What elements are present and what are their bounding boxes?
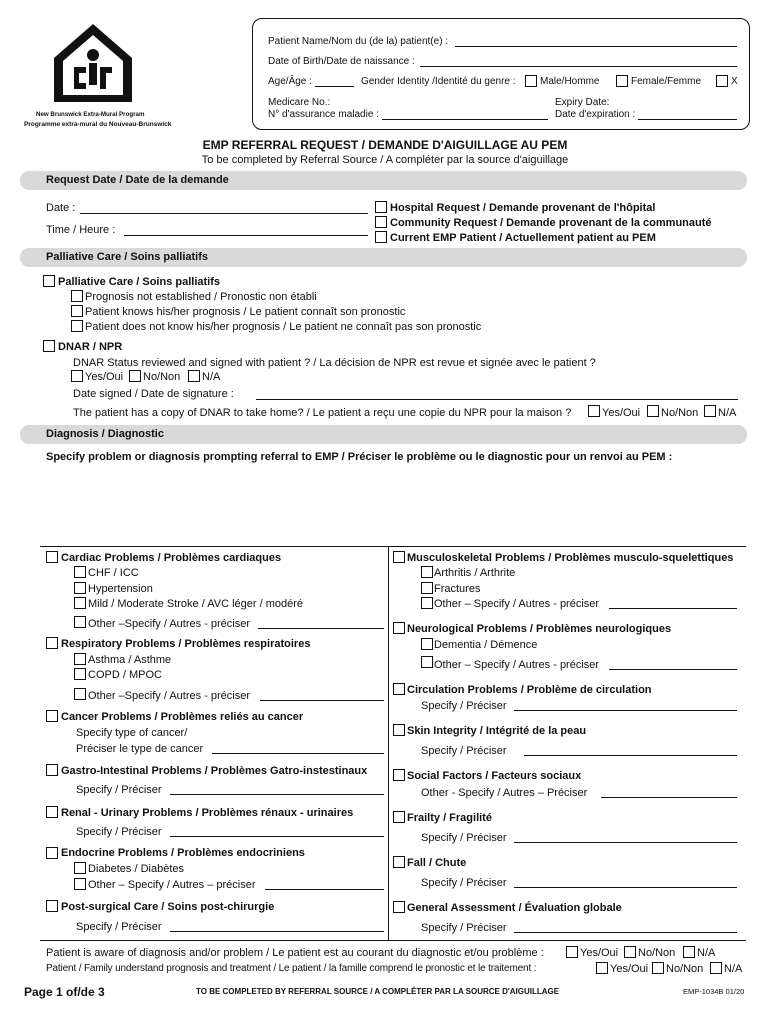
frailty-specify-field[interactable] — [514, 842, 737, 843]
page-subtitle: To be completed by Referral Source / A compléter par la source d'aiguillage — [201, 154, 569, 166]
neuro-label: Neurological Problems / Problèmes neurologiques — [407, 623, 672, 635]
dementia-label: Dementia / Démence — [434, 639, 538, 651]
post-surgical-checkbox[interactable] — [46, 900, 58, 912]
frailty-label: Frailty / Fragilité — [407, 812, 492, 824]
aware-no-checkbox[interactable] — [624, 946, 636, 958]
org-name-en: New Brunswick Extra-Mural Program — [36, 111, 145, 118]
skin-specify-field[interactable] — [524, 755, 737, 756]
dnar-yes-checkbox[interactable] — [71, 370, 83, 382]
gi-label: Gastro-Intestinal Problems / Problèmes Gatro-instestinaux — [61, 765, 368, 777]
frailty-checkbox[interactable] — [393, 811, 405, 823]
post-surgical-specify-field[interactable] — [170, 931, 384, 932]
copy-no-label: No/Non — [661, 407, 699, 419]
form-code: EMP-1034B 01/20 — [683, 987, 745, 996]
cancer-label: Cancer Problems / Problèmes reliés au cancer — [61, 711, 304, 723]
cardiac-other-label: Other –Specify / Autres - préciser — [88, 618, 251, 630]
dnar-label: DNAR / NPR — [58, 341, 123, 353]
asthma-checkbox[interactable] — [74, 653, 86, 665]
social-other-label: Other - Specify / Autres – Préciser — [421, 787, 588, 799]
time-field[interactable] — [124, 235, 368, 236]
hospital-request-checkbox[interactable] — [375, 201, 387, 213]
page-number: Page 1 of/de 3 — [24, 985, 105, 999]
understand-question: Patient / Family understand prognosis and treatment / Le patient / la famille comprend le pronostic et le traitement : — [46, 963, 537, 974]
dementia-checkbox[interactable] — [421, 638, 433, 650]
male-checkbox[interactable] — [525, 75, 537, 87]
copd-label: COPD / MPOC — [88, 669, 162, 681]
neuro-other-label: Other – Specify / Autres - préciser — [434, 659, 600, 671]
understand-no-checkbox[interactable] — [652, 962, 664, 974]
palliative-care-checkbox[interactable] — [43, 275, 55, 287]
copy-no-checkbox[interactable] — [647, 405, 659, 417]
renal-specify-label: Specify / Préciser — [76, 826, 162, 838]
date-signed-label: Date signed / Date de signature : — [73, 388, 234, 400]
fall-checkbox[interactable] — [393, 856, 405, 868]
aware-yes-label: Yes/Oui — [580, 947, 619, 959]
circulation-label: Circulation Problems / Problème de circulation — [407, 684, 652, 696]
palliative-band — [20, 248, 747, 267]
gi-checkbox[interactable] — [46, 764, 58, 776]
dnar-no-label: No/Non — [143, 371, 181, 383]
respiratory-checkbox[interactable] — [46, 637, 58, 649]
current-emp-patient-label: Current EMP Patient / Actuellement patient au PEM — [390, 232, 656, 244]
date-label: Date : — [46, 202, 76, 214]
copy-na-label: N/A — [718, 407, 737, 419]
resp-other-label: Other –Specify / Autres - préciser — [88, 690, 251, 702]
general-assessment-label: General Assessment / Évaluation globale — [407, 902, 622, 914]
patient-not-know-prognosis-checkbox[interactable] — [71, 320, 83, 332]
page-title: EMP REFERRAL REQUEST / DEMANDE D'AIGUILLAGE AU PEM — [202, 138, 568, 152]
neuro-other-field[interactable] — [609, 669, 737, 670]
expiry-label: Expiry Date: — [555, 97, 610, 108]
x-gender-checkbox[interactable] — [716, 75, 728, 87]
general-specify-field[interactable] — [514, 932, 737, 933]
female-checkbox[interactable] — [616, 75, 628, 87]
endo-other-checkbox[interactable] — [74, 878, 86, 890]
diagnosis-text-area[interactable] — [46, 468, 736, 544]
skin-specify-label: Specify / Préciser — [421, 745, 507, 757]
fall-specify-label: Specify / Préciser — [421, 877, 507, 889]
fall-label: Fall / Chute — [407, 857, 467, 869]
dob-label: Date of Birth/Date de naissance : — [268, 56, 415, 67]
post-surgical-label: Post-surgical Care / Soins post-chirurgie — [61, 901, 275, 913]
understand-na-label: N/A — [724, 963, 743, 975]
female-label: Female/Femme — [631, 76, 702, 87]
cancer-checkbox[interactable] — [46, 710, 58, 722]
hypertension-checkbox[interactable] — [74, 582, 86, 594]
expiry-label-fr: Date d'expiration : — [555, 109, 636, 120]
prognosis-not-established-label: Prognosis not established / Pronostic non établi — [85, 291, 317, 303]
patient-not-know-prognosis-label: Patient does not know his/her prognosis / Le patient ne connaît pas son pronostic — [85, 321, 482, 333]
social-other-field[interactable] — [601, 797, 737, 798]
social-checkbox[interactable] — [393, 769, 405, 781]
request-date-header: Request Date / Date de la demande — [46, 174, 229, 186]
age-label: Age/Âge : — [268, 76, 312, 87]
time-label: Time / Heure : — [46, 224, 116, 236]
male-label: Male/Homme — [540, 76, 600, 87]
date-field[interactable] — [80, 213, 368, 214]
fractures-label: Fractures — [434, 583, 481, 595]
frailty-specify-label: Specify / Préciser — [421, 832, 507, 844]
dnar-copy-question: The patient has a copy of DNAR to take home? / Le patient a reçu une copie du NPR pour la maison ? — [73, 407, 572, 419]
dnar-no-checkbox[interactable] — [129, 370, 141, 382]
diabetes-label: Diabetes / Diabètes — [88, 863, 184, 875]
diagnosis-specify-label: Specify problem or diagnosis prompting referral to EMP / Préciser le problème ou le diagnostic pour un renvoi au PEM : — [46, 451, 673, 463]
footer-instruction: TO BE COMPLETED BY REFERRAL SOURCE / A COMPLÉTER PAR LA SOURCE D'AIGUILLAGE — [196, 987, 560, 996]
medicare-field[interactable] — [382, 119, 548, 120]
general-specify-label: Specify / Préciser — [421, 922, 507, 934]
neuro-other-checkbox[interactable] — [421, 656, 433, 668]
palliative-care-label: Palliative Care / Soins palliatifs — [58, 276, 221, 288]
gender-label: Gender Identity /Identité du genre : — [361, 76, 516, 87]
understand-na-checkbox[interactable] — [710, 962, 722, 974]
cancer-type-label: Specify type of cancer/ — [76, 727, 188, 739]
cardiac-other-field[interactable] — [258, 628, 384, 629]
fractures-checkbox[interactable] — [421, 582, 433, 594]
patient-name-label: Patient Name/Nom du (de la) patient(e) : — [268, 36, 449, 47]
dnar-yes-label: Yes/Oui — [85, 371, 124, 383]
current-emp-patient-checkbox[interactable] — [375, 231, 387, 243]
copy-yes-label: Yes/Oui — [602, 407, 641, 419]
diagnosis-bottom-rule — [40, 940, 746, 941]
circulation-specify-field[interactable] — [514, 710, 737, 711]
respiratory-label: Respiratory Problems / Problèmes respiratoires — [61, 638, 311, 650]
emp-house-logo-icon — [52, 22, 134, 104]
aware-na-checkbox[interactable] — [683, 946, 695, 958]
dnar-question: DNAR Status reviewed and signed with patient ? / La décision de NPR est revue et signée avec le patient ? — [73, 357, 596, 369]
general-assessment-checkbox[interactable] — [393, 901, 405, 913]
understand-yes-checkbox[interactable] — [596, 962, 608, 974]
resp-other-field[interactable] — [260, 700, 384, 701]
stroke-checkbox[interactable] — [74, 597, 86, 609]
endocrine-checkbox[interactable] — [46, 847, 58, 859]
aware-yes-checkbox[interactable] — [566, 946, 578, 958]
palliative-header: Palliative Care / Soins palliatifs — [46, 251, 209, 263]
aware-question: Patient is aware of diagnosis and/or problem / Le patient est au courant du diagnostic et/ou problème : — [46, 947, 544, 959]
dob-field[interactable] — [420, 66, 737, 67]
request-date-band — [20, 171, 747, 190]
arthritis-label: Arthritis / Arthrite — [434, 567, 516, 579]
endo-other-label: Other – Specify / Autres – préciser — [88, 879, 256, 891]
copd-checkbox[interactable] — [74, 668, 86, 680]
msk-other-field[interactable] — [609, 608, 737, 609]
dnar-na-label: N/A — [202, 371, 221, 383]
copy-na-checkbox[interactable] — [704, 405, 716, 417]
dnar-na-checkbox[interactable] — [188, 370, 200, 382]
patient-knows-prognosis-checkbox[interactable] — [71, 305, 83, 317]
patient-knows-prognosis-label: Patient knows his/her prognosis / Le patient connaît son pronostic — [85, 306, 406, 318]
cancer-type-label-fr: Préciser le type de cancer — [76, 743, 204, 755]
renal-specify-field[interactable] — [170, 836, 384, 837]
cardiac-other-checkbox[interactable] — [74, 616, 86, 628]
diagnosis-header: Diagnosis / Diagnostic — [46, 428, 164, 440]
x-gender-label: X — [731, 76, 738, 87]
community-request-checkbox[interactable] — [375, 216, 387, 228]
diagnosis-top-rule — [40, 546, 746, 547]
age-field[interactable] — [315, 86, 354, 87]
diagnosis-band — [20, 425, 747, 444]
diagnosis-column-divider — [388, 546, 389, 940]
msk-other-label: Other – Specify / Autres - préciser — [434, 598, 600, 610]
msk-label: Musculoskeletal Problems / Problèmes musculo-squelettiques — [407, 552, 734, 564]
prognosis-not-established-checkbox[interactable] — [71, 290, 83, 302]
hospital-request-label: Hospital Request / Demande provenant de l'hôpital — [390, 202, 656, 214]
hypertension-label: Hypertension — [88, 583, 153, 595]
patient-name-field[interactable] — [455, 46, 737, 47]
aware-no-label: No/Non — [638, 947, 676, 959]
fall-specify-field[interactable] — [514, 887, 737, 888]
msk-checkbox[interactable] — [393, 551, 405, 563]
copy-yes-checkbox[interactable] — [588, 405, 600, 417]
date-signed-field[interactable] — [256, 399, 738, 400]
social-label: Social Factors / Facteurs sociaux — [407, 770, 582, 782]
skin-label: Skin Integrity / Intégrité de la peau — [407, 725, 587, 737]
neuro-checkbox[interactable] — [393, 622, 405, 634]
dnar-checkbox[interactable] — [43, 340, 55, 352]
understand-yes-label: Yes/Oui — [610, 963, 649, 975]
gi-specify-field[interactable] — [170, 794, 384, 795]
asthma-label: Asthma / Asthme — [88, 654, 172, 666]
skin-checkbox[interactable] — [393, 724, 405, 736]
endo-other-field[interactable] — [265, 889, 384, 890]
cancer-type-field[interactable] — [212, 753, 384, 754]
circulation-specify-label: Specify / Préciser — [421, 700, 507, 712]
medicare-label-fr: N° d'assurance maladie : — [268, 109, 379, 120]
cardiac-label: Cardiac Problems / Problèmes cardiaques — [61, 552, 282, 564]
post-surgical-specify-label: Specify / Préciser — [76, 921, 162, 933]
stroke-label: Mild / Moderate Stroke / AVC léger / modéré — [88, 598, 303, 610]
msk-other-checkbox[interactable] — [421, 597, 433, 609]
gi-specify-label: Specify / Préciser — [76, 784, 162, 796]
org-name-fr: Programme extra-mural du Nouveau-Brunswick — [24, 121, 172, 128]
circulation-checkbox[interactable] — [393, 683, 405, 695]
medicare-label: Medicare No.: — [268, 97, 331, 108]
community-request-label: Community Request / Demande provenant de la communauté — [390, 217, 712, 229]
diabetes-checkbox[interactable] — [74, 862, 86, 874]
arthritis-checkbox[interactable] — [421, 566, 433, 578]
chf-label: CHF / ICC — [88, 567, 139, 579]
expiry-field[interactable] — [638, 119, 737, 120]
cardiac-checkbox[interactable] — [46, 551, 58, 563]
understand-no-label: No/Non — [666, 963, 704, 975]
resp-other-checkbox[interactable] — [74, 688, 86, 700]
endocrine-label: Endocrine Problems / Problèmes endocriniens — [61, 847, 305, 859]
aware-na-label: N/A — [697, 947, 716, 959]
chf-checkbox[interactable] — [74, 566, 86, 578]
renal-label: Renal - Urinary Problems / Problèmes rénaux - urinaires — [61, 807, 354, 819]
renal-checkbox[interactable] — [46, 806, 58, 818]
